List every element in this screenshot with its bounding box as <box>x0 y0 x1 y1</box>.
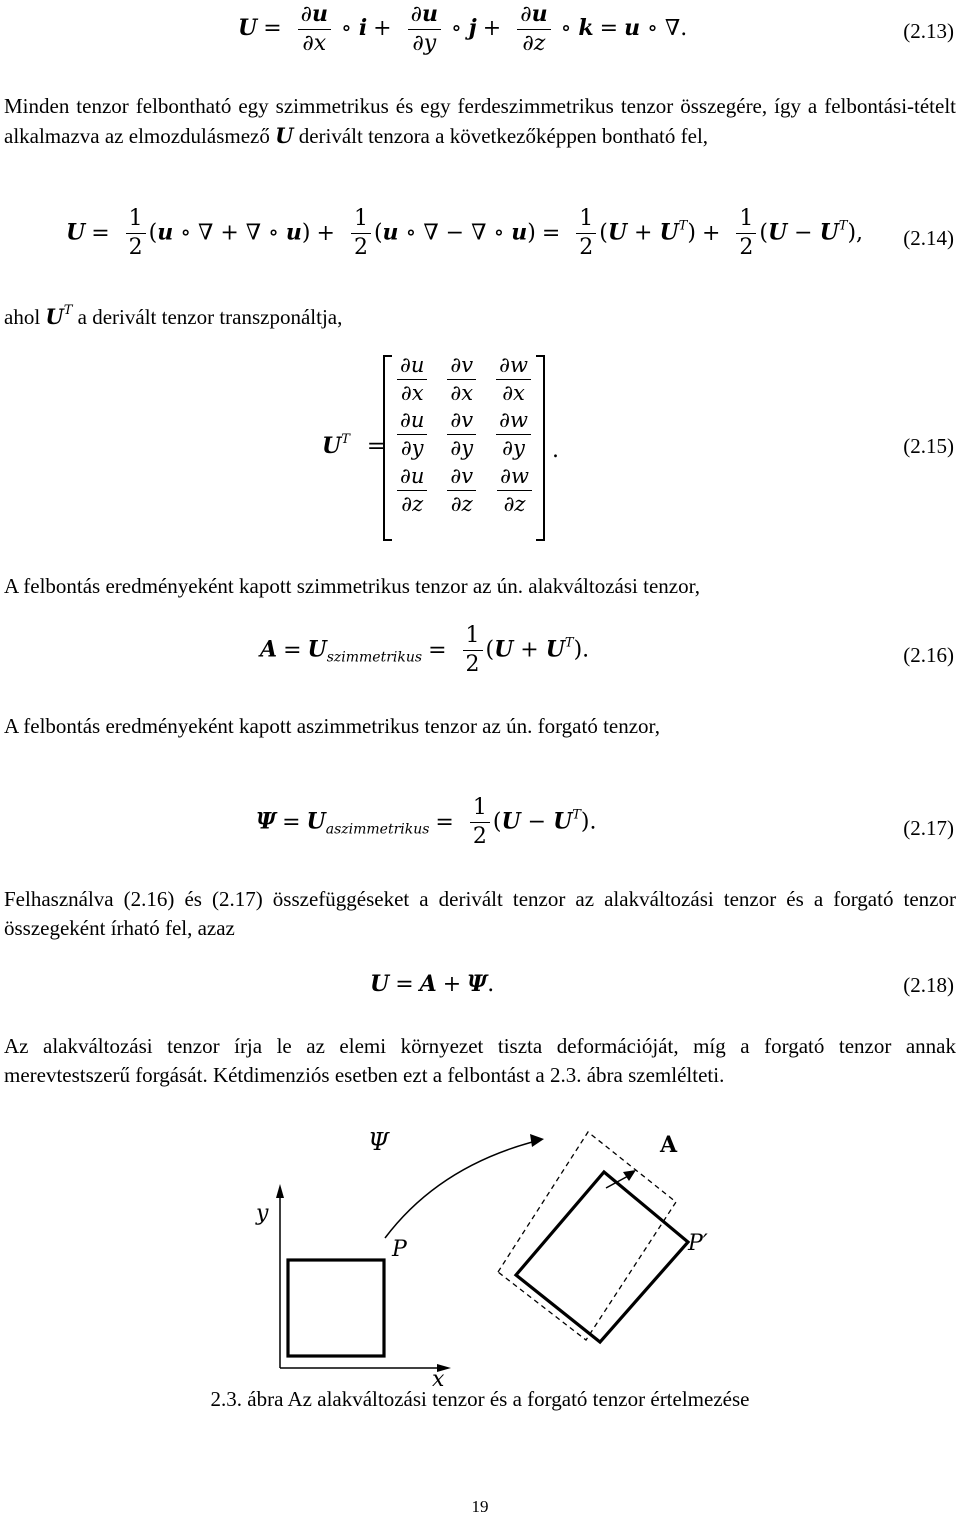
equation-number-2-16: (2.16) <box>903 643 954 667</box>
equation-number-2-15: (2.15) <box>903 434 954 458</box>
paragraph-decomposition-cont: derivált tenzora a következőképpen bontható fel, <box>298 124 709 148</box>
original-square <box>288 1260 384 1356</box>
equation-number-2-18: (2.18) <box>903 973 954 997</box>
label-A: A <box>660 1132 678 1158</box>
paragraph-transpose-pre: ahol <box>4 305 41 329</box>
strain-arrow-icon <box>623 1170 636 1181</box>
symbol-UT: $U^T$ <box>45 303 73 329</box>
equation-2-17: $\Psi = U_{aszimmetrikus}$ = $\frac{1}{2}$ $(U - U^T)$. <box>256 795 597 850</box>
equation-2-16: $A = U_{szimmetrikus}$ = $\frac{1}{2}$ $(U + U^T)$. <box>260 623 590 678</box>
page-number: 19 <box>471 1497 489 1516</box>
rotation-arrow-icon <box>530 1134 544 1147</box>
matrix-period: . <box>552 438 559 463</box>
equation-2-18: U = A + Ψ. <box>370 971 495 997</box>
label-x: x <box>432 1367 445 1390</box>
paragraph-decomposition-text: Minden tenzor felbontható egy szimmetrikus és egy ferdeszimmetrikus tenzor összegére, így a felbontási-tételt alkalmazva az elmozdulásmező <box>4 94 956 148</box>
y-axis-arrow-icon <box>276 1184 284 1198</box>
paragraph-antisymmetric: A felbontás eredményeként kapott aszimmetrikus tenzor az ún. forgató tenzor, <box>4 714 660 738</box>
paragraph-transpose <box>4 296 956 332</box>
label-psi: Ψ <box>368 1128 390 1156</box>
equation-number-2-17: (2.17) <box>903 816 954 840</box>
symbol-U: U <box>275 123 294 148</box>
equation-2-15: $U^T$ = $\frac{\partial u}{\partial x}$ $\frac{\partial v}{\partial x}$ $\frac{\partial w}{\partial x}$ $\frac{\partial u}{\partial y}$ $\frac{\partial v}{\partial y}$ $\frac{\partial w}{\partial y}$ $\frac{\partial u}{\partial z}$ $\frac{\partial v}{\partial z}$ $\frac{\partial w}{\partial z}$ <box>322 352 562 544</box>
paragraph-transpose-post: a derivált tenzor transzponáltja, <box>77 305 343 329</box>
label-P: P <box>392 1237 407 1262</box>
paragraph-interpretation: Az alakváltozási tenzor írja le az elemi környezet tiszta deformációját, míg a forgató tenzor annak merevtestszerű forgását. Kétdimenziós esetben ezt a felbontást a 2.3. ábra szemlélteti. <box>4 1034 956 1087</box>
rotated-square <box>498 1132 676 1340</box>
equation-2-13: U = $\frac{\partial u}{\partial x}$ ∘ i + $\frac{\partial u}{\partial y}$ ∘ j + $\frac{\partial u}{\partial z}$ ∘ k = u ∘ ∇. <box>238 1 688 57</box>
label-y: y <box>256 1201 269 1226</box>
equation-number-2-13: (2.13) <box>903 19 954 43</box>
paragraph-sum: Felhasználva (2.16) és (2.17) összefüggéseket a derivált tenzor az alakváltozási tenzor és a forgató tenzor összegeként írható fel, azaz <box>4 887 956 940</box>
equation-2-14: U = $\frac{1}{2}$ (u ∘ ∇ + ∇ ∘ u) + $\frac{1}{2}$ (u ∘ ∇ − ∇ ∘ u) = $\frac{1}{2}$ $(U + U^T)$ + $\frac{1}{2}$ $(U - U^T)$, <box>66 206 864 261</box>
rotation-arc <box>385 1140 540 1238</box>
matrix-right-bracket <box>534 352 554 544</box>
subscript-szimmetrikus: szimmetrikus <box>326 649 423 666</box>
matrix-entries: $\frac{\partial u}{\partial x}$ $\frac{\partial v}{\partial x}$ $\frac{\partial w}{\partial x}$ $\frac{\partial u}{\partial y}$ $\frac{\partial v}{\partial y}$ $\frac{\partial w}{\partial y}$ $\frac{\partial u}{\partial z}$ $\frac{\partial v}{\partial z}$ $\frac{\partial w}{\partial z}$ <box>394 354 536 518</box>
subscript-aszimmetrikus: aszimmetrikus <box>325 821 430 838</box>
figure-caption: 2.3. ábra Az alakváltozási tenzor és a forgató tenzor értelmezése <box>210 1387 750 1411</box>
paragraph-symmetric: A felbontás eredményeként kapott szimmetrikus tenzor az ún. alakváltozási tenzor, <box>4 574 700 598</box>
figure-2-3 <box>220 1110 740 1390</box>
label-P-prime: P′ <box>688 1231 708 1256</box>
paragraph-decomposition <box>4 92 956 151</box>
equation-number-2-14: (2.14) <box>903 226 954 250</box>
